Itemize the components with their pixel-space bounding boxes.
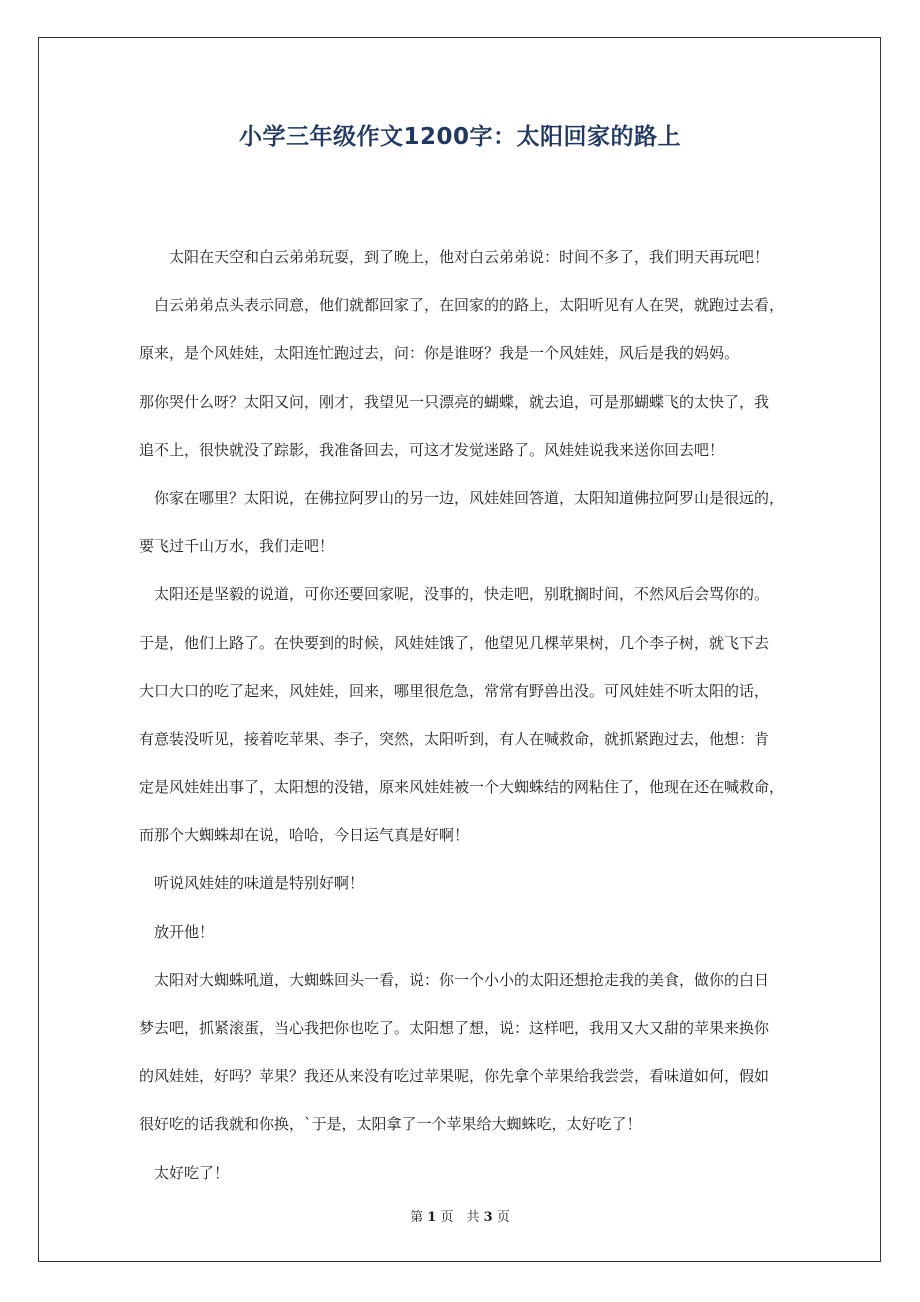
text-line: 很好吃的话我就和你换，`于是，太阳拿了一个苹果给大蜘蛛吃，太好吃了！ — [139, 1115, 642, 1134]
page-footer — [0, 1206, 920, 1225]
footer-suffix: 页 — [496, 1210, 510, 1225]
text-line: 于是，他们上路了。在快要到的时候，风娃娃饿了，他望见几棵苹果树，几个李子树，就飞下去 — [139, 633, 770, 652]
text-line: 追不上，很快就没了踪影，我准备回去，可这才发觉迷路了。风娃娃说我来送你回去吧！ — [139, 440, 725, 459]
text-line: 原来，是个风娃娃，太阳连忙跑过去，问：你是谁呀？我是一个风娃娃，风后是我的妈妈。 — [139, 344, 740, 363]
footer-prefix: 第 — [410, 1210, 424, 1225]
text-line: 而那个大蜘蛛却在说，哈哈，今日运气真是好啊！ — [139, 826, 470, 845]
text-line: 要飞过千山万水，我们走吧！ — [139, 537, 335, 556]
text-line: 白云弟弟点头表示同意，他们就都回家了，在回家的的路上，太阳听见有人在哭，就跑过去看， — [154, 296, 785, 315]
footer-middle: 页 共 — [440, 1210, 480, 1225]
text-line: 放开他！ — [154, 922, 215, 941]
document-title: 小学三年级作文1200字：太阳回家的路上 — [238, 124, 681, 150]
current-page-number: 1 — [427, 1210, 437, 1225]
text-line: 梦去吧，抓紧滚蛋，当心我把你也吃了。太阳想了想，说：这样吧，我用又大又甜的苹果来换你 — [139, 1019, 770, 1037]
text-line: 大口大口的吃了起来，风娃娃，回来，哪里很危急，常常有野兽出没。可风娃娃不听太阳的话， — [139, 681, 770, 700]
text-line: 听说风娃娃的味道是特别好啊！ — [154, 874, 365, 893]
text-line: 的风娃娃，好吗？苹果？我还从来没有吃过苹果呢，你先拿个苹果给我尝尝，看味道如何，假如 — [139, 1067, 770, 1086]
text-line: 太好吃了！ — [154, 1163, 230, 1182]
text-line: 定是风娃娃出事了，太阳想的没错，原来风娃娃被一个大蜘蛛结的网粘住了，他现在还在喊救命， — [139, 778, 785, 797]
text-line: 太阳对大蜘蛛吼道，大蜘蛛回头一看，说：你一个小小的太阳还想抢走我的美食，做你的白日 — [154, 970, 770, 989]
text-line: 太阳还是坚毅的说道，可你还要回家呢，没事的，快走吧，别耽搁时间，不然风后会骂你的。 — [154, 585, 770, 604]
total-page-number: 3 — [483, 1210, 493, 1225]
document-body — [139, 238, 795, 1202]
text-line: 有意装没听见，接着吃苹果、李子，突然，太阳听到，有人在喊救命，就抓紧跑过去，他想：肯 — [139, 729, 770, 748]
text-line: 那你哭什么呀？太阳又问，刚才，我望见一只漂亮的蝴蝶，就去追，可是那蝴蝶飞的太快了，我 — [139, 392, 770, 411]
text-line: 你家在哪里？太阳说，在佛拉阿罗山的另一边，风娃娃回答道，太阳知道佛拉阿罗山是很远的， — [154, 488, 785, 507]
text-line: 太阳在天空和白云弟弟玩耍，到了晚上，他对白云弟弟说：时间不多了，我们明天再玩吧！ — [169, 248, 770, 266]
